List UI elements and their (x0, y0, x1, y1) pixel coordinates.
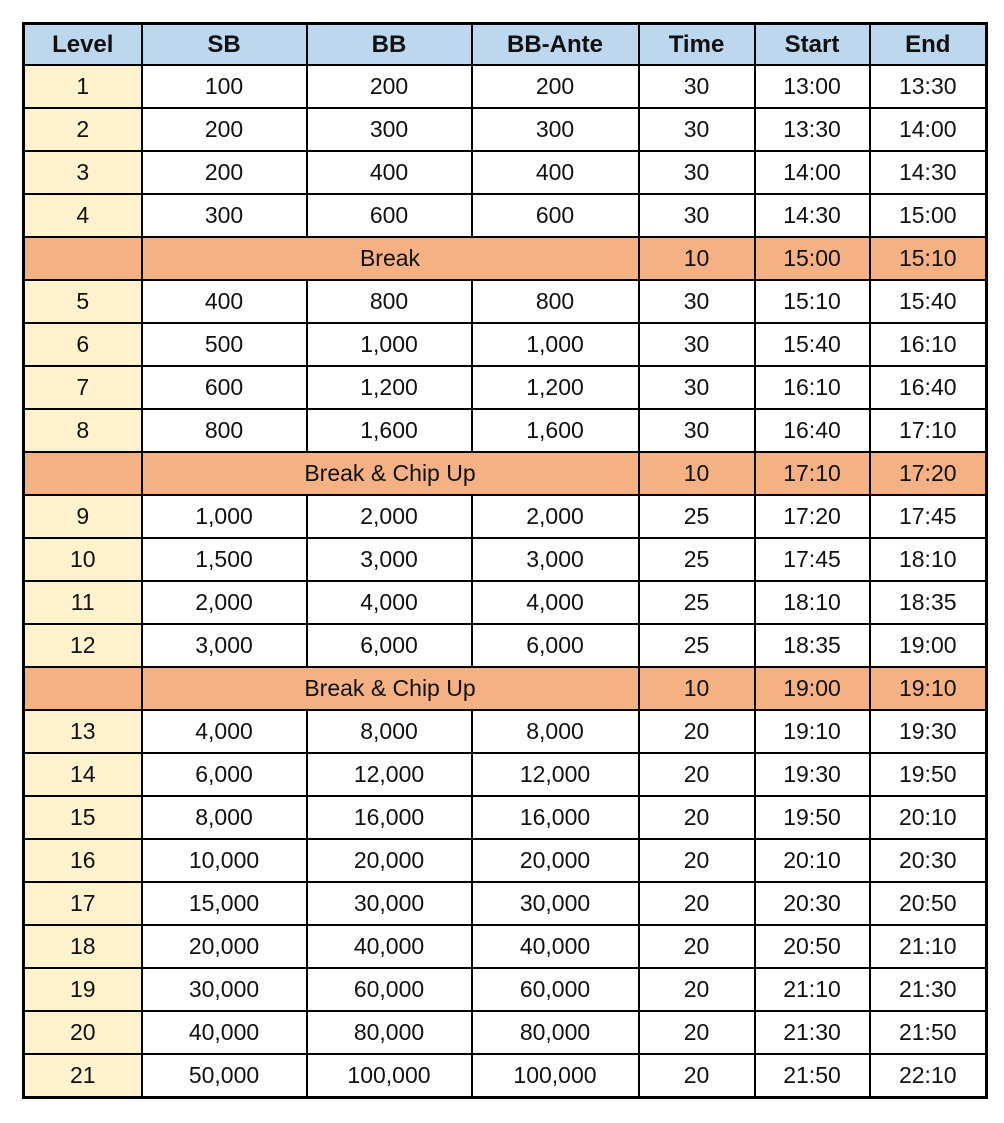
break-row (24, 452, 987, 495)
cell-time: 20 (639, 882, 755, 925)
cell-bb: 400 (307, 151, 472, 194)
break-label-cell: Break & Chip Up (142, 452, 639, 495)
cell-start: 17:10 (755, 452, 870, 495)
cell-sb: 8,000 (142, 796, 307, 839)
cell-end: 22:10 (870, 1054, 987, 1098)
cell-level: 9 (24, 495, 142, 538)
cell-level: 15 (24, 796, 142, 839)
cell-level (24, 237, 142, 280)
cell-bb-ante: 4,000 (472, 581, 639, 624)
break-label-cell: Break (142, 237, 639, 280)
cell-bb: 1,200 (307, 366, 472, 409)
cell-bb-ante: 2,000 (472, 495, 639, 538)
cell-sb: 200 (142, 108, 307, 151)
header-start: Start (755, 24, 870, 66)
level-row (24, 495, 987, 538)
level-row (24, 968, 987, 1011)
cell-sb: 2,000 (142, 581, 307, 624)
cell-bb: 12,000 (307, 753, 472, 796)
level-row (24, 1011, 987, 1054)
cell-bb: 20,000 (307, 839, 472, 882)
cell-start: 16:40 (755, 409, 870, 452)
cell-start: 13:00 (755, 65, 870, 108)
cell-time: 30 (639, 194, 755, 237)
cell-bb-ante: 6,000 (472, 624, 639, 667)
cell-bb-ante: 80,000 (472, 1011, 639, 1054)
cell-sb: 200 (142, 151, 307, 194)
cell-bb-ante: 3,000 (472, 538, 639, 581)
cell-level: 13 (24, 710, 142, 753)
cell-sb: 15,000 (142, 882, 307, 925)
cell-bb-ante: 300 (472, 108, 639, 151)
cell-time: 20 (639, 796, 755, 839)
cell-bb-ante: 800 (472, 280, 639, 323)
level-row (24, 409, 987, 452)
level-row (24, 882, 987, 925)
level-row (24, 581, 987, 624)
cell-end: 15:10 (870, 237, 987, 280)
cell-end: 16:10 (870, 323, 987, 366)
cell-end: 19:10 (870, 667, 987, 710)
cell-start: 19:10 (755, 710, 870, 753)
cell-bb: 8,000 (307, 710, 472, 753)
break-label-cell: Break & Chip Up (142, 667, 639, 710)
cell-bb-ante: 12,000 (472, 753, 639, 796)
cell-time: 30 (639, 108, 755, 151)
cell-start: 17:45 (755, 538, 870, 581)
cell-sb: 100 (142, 65, 307, 108)
level-row (24, 1054, 987, 1098)
cell-start: 21:30 (755, 1011, 870, 1054)
cell-end: 20:10 (870, 796, 987, 839)
cell-level: 16 (24, 839, 142, 882)
cell-level: 5 (24, 280, 142, 323)
cell-start: 13:30 (755, 108, 870, 151)
cell-start: 19:30 (755, 753, 870, 796)
cell-end: 18:10 (870, 538, 987, 581)
cell-start: 20:30 (755, 882, 870, 925)
cell-time: 20 (639, 968, 755, 1011)
level-row (24, 108, 987, 151)
cell-bb: 60,000 (307, 968, 472, 1011)
cell-start: 14:00 (755, 151, 870, 194)
cell-level: 10 (24, 538, 142, 581)
cell-end: 13:30 (870, 65, 987, 108)
level-row (24, 280, 987, 323)
cell-time: 10 (639, 237, 755, 280)
cell-sb: 6,000 (142, 753, 307, 796)
cell-time: 25 (639, 624, 755, 667)
cell-end: 19:50 (870, 753, 987, 796)
cell-bb: 100,000 (307, 1054, 472, 1098)
cell-bb-ante: 100,000 (472, 1054, 639, 1098)
cell-level: 12 (24, 624, 142, 667)
cell-bb: 40,000 (307, 925, 472, 968)
cell-time: 25 (639, 581, 755, 624)
level-row (24, 366, 987, 409)
cell-sb: 4,000 (142, 710, 307, 753)
cell-bb-ante: 1,200 (472, 366, 639, 409)
cell-start: 15:40 (755, 323, 870, 366)
cell-level (24, 667, 142, 710)
cell-level: 4 (24, 194, 142, 237)
cell-time: 25 (639, 495, 755, 538)
cell-level: 7 (24, 366, 142, 409)
break-row (24, 237, 987, 280)
cell-end: 18:35 (870, 581, 987, 624)
cell-bb: 2,000 (307, 495, 472, 538)
header-end: End (870, 24, 987, 66)
cell-bb: 200 (307, 65, 472, 108)
cell-sb: 40,000 (142, 1011, 307, 1054)
break-row (24, 667, 987, 710)
cell-bb: 16,000 (307, 796, 472, 839)
cell-time: 20 (639, 925, 755, 968)
cell-sb: 1,000 (142, 495, 307, 538)
cell-time: 30 (639, 280, 755, 323)
level-row (24, 194, 987, 237)
cell-sb: 30,000 (142, 968, 307, 1011)
cell-time: 30 (639, 151, 755, 194)
cell-end: 21:30 (870, 968, 987, 1011)
cell-end: 20:50 (870, 882, 987, 925)
header-level: Level (24, 24, 142, 66)
cell-start: 14:30 (755, 194, 870, 237)
cell-start: 21:50 (755, 1054, 870, 1098)
cell-level: 11 (24, 581, 142, 624)
level-row (24, 710, 987, 753)
level-row (24, 925, 987, 968)
cell-sb: 20,000 (142, 925, 307, 968)
cell-end: 15:40 (870, 280, 987, 323)
cell-end: 14:30 (870, 151, 987, 194)
cell-time: 30 (639, 65, 755, 108)
cell-bb-ante: 1,600 (472, 409, 639, 452)
cell-time: 25 (639, 538, 755, 581)
cell-sb: 400 (142, 280, 307, 323)
cell-time: 30 (639, 366, 755, 409)
cell-level: 8 (24, 409, 142, 452)
cell-end: 17:45 (870, 495, 987, 538)
cell-level: 17 (24, 882, 142, 925)
cell-bb-ante: 8,000 (472, 710, 639, 753)
cell-start: 19:00 (755, 667, 870, 710)
cell-level: 19 (24, 968, 142, 1011)
level-row (24, 839, 987, 882)
cell-end: 15:00 (870, 194, 987, 237)
header-sb: SB (142, 24, 307, 66)
cell-sb: 800 (142, 409, 307, 452)
cell-bb: 1,000 (307, 323, 472, 366)
cell-time: 30 (639, 409, 755, 452)
cell-end: 20:30 (870, 839, 987, 882)
cell-end: 21:10 (870, 925, 987, 968)
cell-start: 16:10 (755, 366, 870, 409)
level-row (24, 538, 987, 581)
cell-time: 10 (639, 667, 755, 710)
cell-bb: 600 (307, 194, 472, 237)
cell-time: 20 (639, 1054, 755, 1098)
cell-time: 20 (639, 753, 755, 796)
cell-sb: 500 (142, 323, 307, 366)
cell-bb: 1,600 (307, 409, 472, 452)
cell-sb: 1,500 (142, 538, 307, 581)
cell-end: 17:20 (870, 452, 987, 495)
header-bb: BB (307, 24, 472, 66)
cell-level (24, 452, 142, 495)
cell-bb: 3,000 (307, 538, 472, 581)
cell-bb-ante: 1,000 (472, 323, 639, 366)
header-row (24, 24, 987, 66)
cell-start: 17:20 (755, 495, 870, 538)
cell-bb: 800 (307, 280, 472, 323)
cell-bb-ante: 40,000 (472, 925, 639, 968)
table-body (24, 65, 987, 1098)
cell-bb-ante: 30,000 (472, 882, 639, 925)
cell-time: 10 (639, 452, 755, 495)
level-row (24, 65, 987, 108)
cell-bb: 80,000 (307, 1011, 472, 1054)
cell-sb: 10,000 (142, 839, 307, 882)
cell-end: 14:00 (870, 108, 987, 151)
cell-sb: 600 (142, 366, 307, 409)
cell-bb-ante: 400 (472, 151, 639, 194)
cell-end: 16:40 (870, 366, 987, 409)
cell-start: 20:50 (755, 925, 870, 968)
cell-bb-ante: 20,000 (472, 839, 639, 882)
cell-level: 1 (24, 65, 142, 108)
cell-bb: 300 (307, 108, 472, 151)
cell-end: 19:30 (870, 710, 987, 753)
level-row (24, 753, 987, 796)
cell-time: 20 (639, 710, 755, 753)
cell-level: 3 (24, 151, 142, 194)
cell-time: 30 (639, 323, 755, 366)
cell-end: 17:10 (870, 409, 987, 452)
cell-sb: 300 (142, 194, 307, 237)
cell-start: 18:35 (755, 624, 870, 667)
cell-start: 21:10 (755, 968, 870, 1011)
cell-bb-ante: 200 (472, 65, 639, 108)
cell-time: 20 (639, 1011, 755, 1054)
header-bb-ante: BB-Ante (472, 24, 639, 66)
cell-bb: 6,000 (307, 624, 472, 667)
table-header (24, 24, 987, 66)
cell-level: 2 (24, 108, 142, 151)
cell-level: 6 (24, 323, 142, 366)
cell-level: 21 (24, 1054, 142, 1098)
cell-start: 18:10 (755, 581, 870, 624)
blind-structure-table (22, 22, 988, 1099)
cell-level: 14 (24, 753, 142, 796)
level-row (24, 796, 987, 839)
cell-bb: 4,000 (307, 581, 472, 624)
level-row (24, 624, 987, 667)
cell-bb-ante: 16,000 (472, 796, 639, 839)
level-row (24, 323, 987, 366)
cell-time: 20 (639, 839, 755, 882)
cell-sb: 3,000 (142, 624, 307, 667)
cell-start: 19:50 (755, 796, 870, 839)
cell-level: 20 (24, 1011, 142, 1054)
cell-sb: 50,000 (142, 1054, 307, 1098)
cell-start: 20:10 (755, 839, 870, 882)
cell-bb-ante: 600 (472, 194, 639, 237)
cell-end: 19:00 (870, 624, 987, 667)
cell-level: 18 (24, 925, 142, 968)
cell-bb-ante: 60,000 (472, 968, 639, 1011)
cell-bb: 30,000 (307, 882, 472, 925)
level-row (24, 151, 987, 194)
cell-start: 15:00 (755, 237, 870, 280)
cell-start: 15:10 (755, 280, 870, 323)
cell-end: 21:50 (870, 1011, 987, 1054)
header-time: Time (639, 24, 755, 66)
